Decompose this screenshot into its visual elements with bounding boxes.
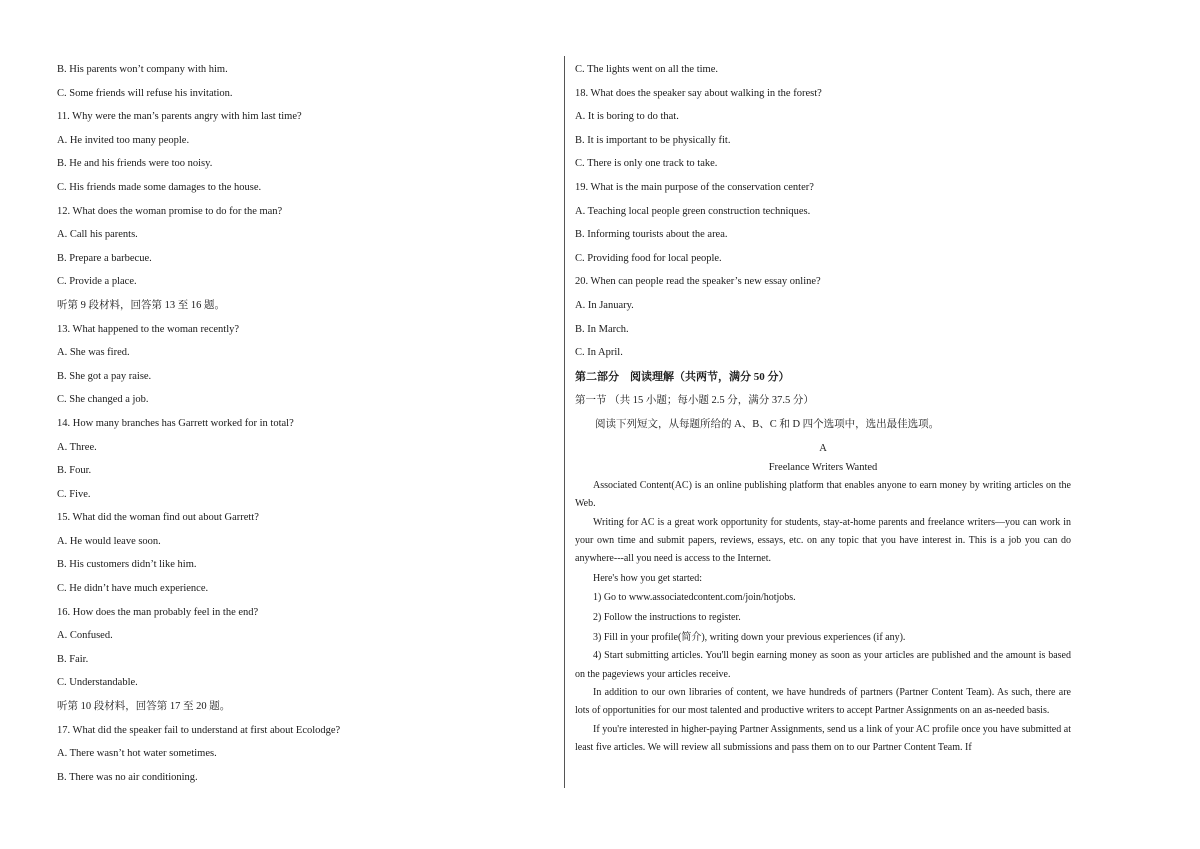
right-column xyxy=(575,58,1071,758)
question-line: B. She got a pay raise. xyxy=(57,370,152,382)
passage-step: 3) Fill in your profile(简介), writing down your previous experiences (if any). xyxy=(593,631,906,643)
question-line: B. In March. xyxy=(575,323,629,335)
question-line: C. He didn’t have much experience. xyxy=(57,583,209,595)
question-line: 18. What does the speaker say about walking in the forest? xyxy=(575,87,822,99)
question-line: C. Understandable. xyxy=(57,677,138,689)
listening-questions-continued xyxy=(575,58,1071,365)
question-line: B. Prepare a barbecue. xyxy=(57,252,152,264)
question-line: C. His friends made some damages to the house. xyxy=(57,181,262,193)
question-line: B. His customers didn’t like him. xyxy=(57,559,197,571)
question-line: A. Confused. xyxy=(57,630,113,642)
question-line: 14. How many branches has Garrett worked for in total? xyxy=(57,417,294,429)
question-line: 15. What did the woman find out about Garrett? xyxy=(57,512,259,524)
passage-steps xyxy=(575,569,1071,647)
passage-paragraph: In addition to our own libraries of content, we have hundreds of partners (Partner Content Team). As such, there are lots of opportunities for our most talented and productive writers to accept Partner Assignments on an as-needed basis. xyxy=(575,686,1071,717)
question-line: B. There was no air conditioning. xyxy=(57,771,198,783)
passage-paragraph: Writing for AC is a great work opportunity for students, stay-at-home parents and freelance writers—you can work in your own time and submit papers, reviews, essays, etc. on any topic that you have interest in. This is a job you can do anywhere---all you need is access to the Internet. xyxy=(575,516,1071,565)
passage-intro xyxy=(575,477,1071,569)
question-line: C. Provide a place. xyxy=(57,276,137,288)
question-line: B. Fair. xyxy=(57,653,89,665)
passage-step: Here's how you get started: xyxy=(593,572,702,584)
question-line: 16. How does the man probably feel in the end? xyxy=(57,606,259,618)
question-line: B. He and his friends were too noisy. xyxy=(57,158,213,170)
passage-paragraph: If you're interested in higher-paying Partner Assignments, send us a link of your AC profile once you have submitted at least five articles. We will review all submissions and pass them on to our Partner Content Team. If xyxy=(575,723,1071,754)
question-line: 11. Why were the man’s parents angry with him last time? xyxy=(57,111,302,123)
question-line: 听第 10 段材料，回答第 17 至 20 题。 xyxy=(57,701,231,713)
reading-instruction: 阅读下列短文，从每题所给的 A、B、C 和 D 四个选项中，选出最佳选项。 xyxy=(595,418,940,430)
question-line: 19. What is the main purpose of the conservation center? xyxy=(575,181,814,193)
passage-step: 2) Follow the instructions to register. xyxy=(593,611,741,623)
question-line: A. He invited too many people. xyxy=(57,134,190,146)
question-line: C. She changed a job. xyxy=(57,394,149,406)
question-line: A. It is boring to do that. xyxy=(575,111,679,123)
question-line: A. She was fired. xyxy=(57,347,130,359)
question-line: B. Four. xyxy=(57,465,92,477)
question-line: 17. What did the speaker fail to understand at first about Ecolodge? xyxy=(57,724,341,736)
question-line: A. Call his parents. xyxy=(57,229,138,241)
question-line: 20. When can people read the speaker’s new essay online? xyxy=(575,276,821,288)
left-column xyxy=(57,58,547,789)
question-line: C. Providing food for local people. xyxy=(575,252,722,264)
question-line: C. Some friends will refuse his invitation. xyxy=(57,87,233,99)
question-line: B. It is important to be physically fit. xyxy=(575,134,731,146)
question-line: A. Three. xyxy=(57,441,97,453)
question-line: C. Five. xyxy=(57,488,91,500)
subsection-title: 第一节 （共 15 小题；每小题 2.5 分，满分 37.5 分） xyxy=(575,394,814,406)
question-line: 12. What does the woman promise to do for the man? xyxy=(57,205,283,217)
passage-paragraph: Associated Content(AC) is an online publishing platform that enables anyone to earn money by writing articles on the Web. xyxy=(575,479,1071,510)
question-line: C. There is only one track to take. xyxy=(575,158,718,170)
passage-closing xyxy=(575,647,1071,757)
question-line: B. His parents won’t company with him. xyxy=(57,64,228,75)
question-line: A. Teaching local people green construction techniques. xyxy=(575,205,811,217)
question-line: A. There wasn’t hot water sometimes. xyxy=(57,748,217,760)
question-line: 13. What happened to the woman recently? xyxy=(57,323,240,335)
question-line: B. Informing tourists about the area. xyxy=(575,229,728,241)
question-line: C. In April. xyxy=(575,347,623,359)
question-line: A. He would leave soon. xyxy=(57,535,161,547)
question-line: A. In January. xyxy=(575,299,634,311)
question-line: 听第 9 段材料，回答第 13 至 16 题。 xyxy=(57,299,225,311)
passage-paragraph: 4) Start submitting articles. You'll begin earning money as soon as your articles are published and the amount is based on the pageviews your articles receive. xyxy=(575,650,1071,680)
question-line: C. The lights went on all the time. xyxy=(575,64,718,75)
passage-step: 1) Go to www.associatedcontent.com/join/hotjobs. xyxy=(593,592,796,604)
passage-letter: A xyxy=(819,442,827,454)
column-divider xyxy=(564,56,565,788)
section-title: 第二部分 阅读理解（共两节，满分 50 分） xyxy=(575,370,790,383)
passage-heading: Freelance Writers Wanted xyxy=(768,461,878,473)
